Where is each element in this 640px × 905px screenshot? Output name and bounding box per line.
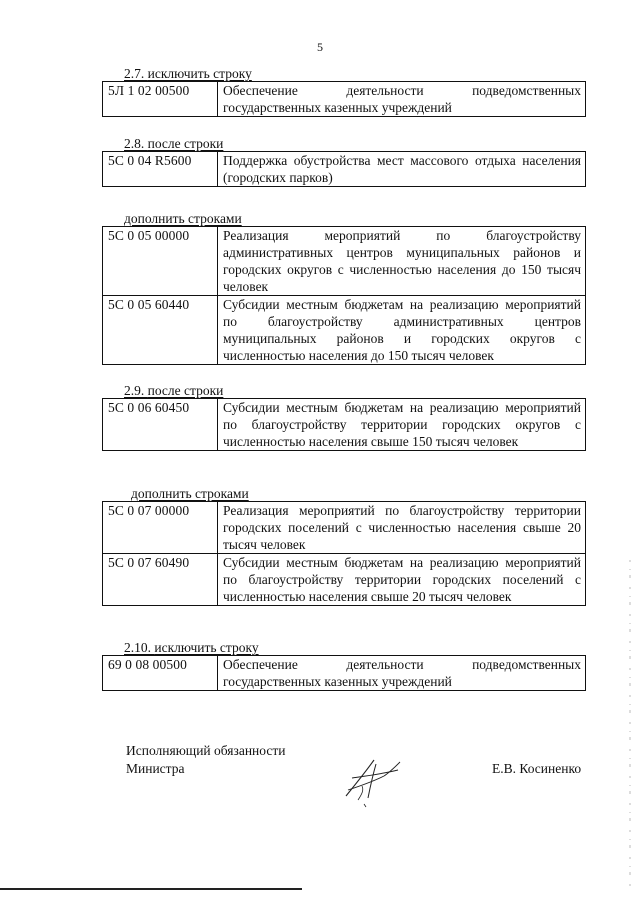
budget-code-description: Реализация мероприятий по благоустройству административных центров муниципальных районов и городских округов с численностью населения до 150 тысяч человек — [218, 227, 586, 296]
table-row — [103, 227, 586, 296]
scan-margin-marks — [628, 560, 632, 890]
signatory-position — [126, 742, 285, 778]
signatory-position-line-1: Исполняющий обязанности — [126, 743, 286, 758]
table-row — [103, 656, 586, 691]
heading-text: исключить строку — [154, 640, 259, 655]
signatory-name: Е.В. Косиненко — [492, 761, 582, 776]
budget-codes-table-2-9 — [102, 398, 586, 451]
footer-divider — [0, 888, 302, 890]
budget-code: 5С 0 05 00000 — [103, 227, 218, 296]
table-row — [103, 82, 586, 117]
table-row — [103, 399, 586, 451]
section-heading-2-7 — [124, 65, 252, 82]
section-heading-add-rows-1 — [124, 210, 242, 227]
heading-prefix: 2.7. — [124, 66, 148, 81]
section-heading-add-rows-2 — [131, 485, 249, 502]
heading-prefix: 2.10. — [124, 640, 155, 655]
table-row — [103, 152, 586, 187]
budget-codes-table-add-1 — [102, 226, 586, 365]
page-number: 5 — [317, 40, 323, 54]
section-heading-2-10 — [124, 639, 259, 656]
heading-prefix: 2.9. — [124, 383, 148, 398]
budget-code-description: Субсидии местным бюджетам на реализацию мероприятий по благоустройству административных центров муниципальных районов и городских округов с численностью населения до 150 тысяч человек — [218, 296, 586, 365]
budget-code: 5С 0 07 00000 — [103, 502, 218, 554]
table-row — [103, 502, 586, 554]
budget-code-description: Поддержка обустройства мест массового отдыха населения (городских парков) — [218, 152, 586, 187]
budget-codes-table-2-7 — [102, 81, 586, 117]
table-row — [103, 296, 586, 365]
budget-codes-table-2-8 — [102, 151, 586, 187]
heading-prefix: 2.8. — [124, 136, 148, 151]
budget-code-description: Субсидии местным бюджетам на реализацию мероприятий по благоустройству территории городских поселений с численностью населения свыше 20 тысяч человек — [218, 554, 586, 606]
budget-code: 5С 0 05 60440 — [103, 296, 218, 365]
budget-code: 5С 0 06 60450 — [103, 399, 218, 451]
heading-text: исключить строку — [147, 66, 252, 81]
budget-code-description: Обеспечение деятельности подведомственных государственных казенных учреждений — [218, 656, 586, 691]
budget-codes-table-add-2 — [102, 501, 586, 606]
budget-code-description: Реализация мероприятий по благоустройству территории городских поселений с численностью населения свыше 20 тысяч человек — [218, 502, 586, 554]
handwritten-signature — [338, 750, 408, 810]
budget-code: 5С 0 07 60490 — [103, 554, 218, 606]
budget-code: 5С 0 04 R5600 — [103, 152, 218, 187]
heading-text: дополнить строками — [131, 486, 249, 501]
section-heading-2-8 — [124, 135, 223, 152]
heading-text: после строки — [147, 383, 224, 398]
budget-codes-table-2-10 — [102, 655, 586, 691]
heading-text: после строки — [147, 136, 224, 151]
table-row — [103, 554, 586, 606]
heading-text: дополнить строками — [124, 211, 242, 226]
budget-code: 5Л 1 02 00500 — [103, 82, 218, 117]
section-heading-2-9 — [124, 382, 223, 399]
budget-code-description: Обеспечение деятельности подведомственных государственных казенных учреждений — [218, 82, 586, 117]
signatory-position-line-2: Министра — [126, 761, 185, 776]
budget-code-description: Субсидии местным бюджетам на реализацию мероприятий по благоустройству территории городских округов с численностью населения свыше 150 тысяч человек — [218, 399, 586, 451]
budget-code: 69 0 08 00500 — [103, 656, 218, 691]
